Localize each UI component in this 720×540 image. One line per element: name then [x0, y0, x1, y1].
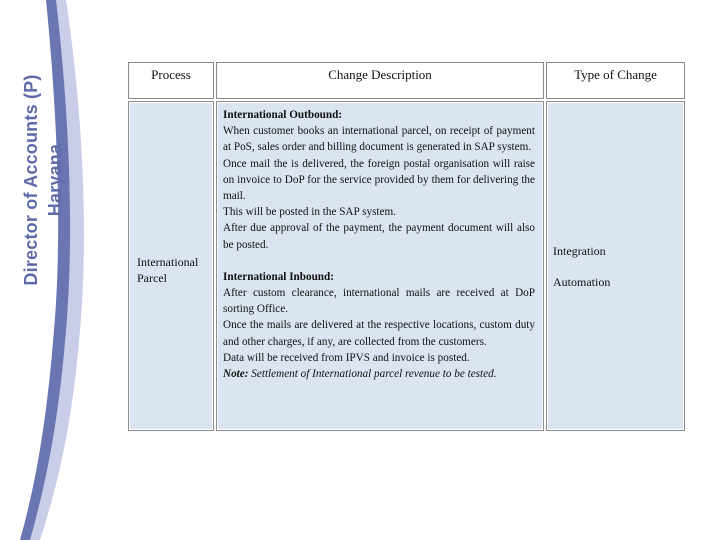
inbound-line-3: Data will be received from IPVS and invoice is posted.	[223, 351, 470, 364]
header-change-description	[216, 62, 544, 99]
outbound-line-1: When customer books an international parcel, on receipt of payment at PoS, sales order and billing document is generated in SAP system.	[223, 125, 535, 154]
side-title-line1: Director of Accounts (P)	[21, 74, 41, 286]
inbound-note	[223, 366, 535, 382]
outbound-line-4: After due approval of the payment, the payment document will also be posted.	[223, 222, 535, 251]
cell-change-description	[216, 101, 544, 431]
header-type-of-change	[546, 62, 685, 99]
header-change-description-label: Change Description	[328, 67, 432, 82]
outbound-line-2: Once mail the is delivered, the foreign postal organisation will raise on invoice to DoP for the service provided by them for delivering the mail.	[223, 157, 535, 203]
side-title	[19, 30, 75, 330]
header-process	[128, 62, 214, 99]
paragraph-gap	[223, 253, 535, 269]
header-process-label: Process	[151, 67, 191, 82]
cell-process	[128, 101, 214, 431]
inbound-heading: International Inbound:	[223, 270, 334, 283]
outbound-heading: International Outbound:	[223, 109, 343, 121]
type-integration: Integration	[553, 244, 606, 258]
note-text: Settlement of International parcel revenue to be tested.	[248, 368, 497, 381]
type-automation: Automation	[553, 275, 611, 289]
cell-type-of-change	[546, 101, 685, 431]
side-title-line2: Haryana	[45, 143, 65, 217]
inbound-line-2: Once the mails are delivered at the respective locations, custom duty and other charges, if any, are collected from the customers.	[223, 319, 535, 348]
header-type-of-change-label: Type of Change	[574, 67, 657, 82]
change-description-text	[223, 107, 535, 382]
process-value: International Parcel	[137, 255, 199, 285]
note-label: Note:	[223, 368, 249, 381]
outbound-line-3: This will be posted in the SAP system.	[223, 206, 396, 219]
inbound-line-1: After custom clearance, international mails are received at DoP sorting Office.	[223, 287, 535, 316]
